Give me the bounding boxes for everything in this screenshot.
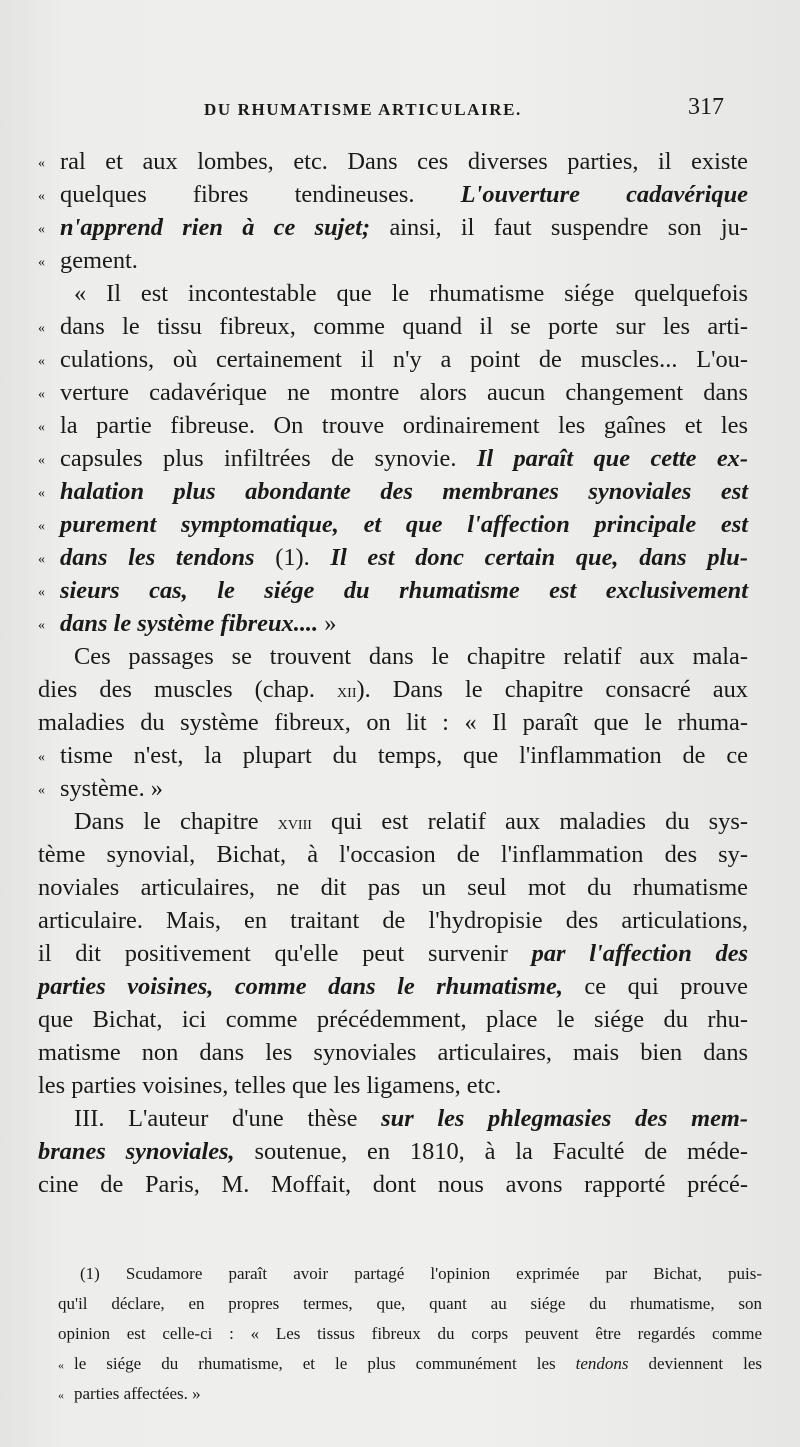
text-segment: tisme n'est, la plupart du temps, que l'inflammation de ce: [60, 742, 748, 769]
text-segment: « Il est incontestable que le rhumatisme siége quelquefois: [74, 280, 748, 307]
text-segment: le siége du rhumatisme, et le plus communément les: [74, 1354, 576, 1373]
text-segment: culations, où certainement il n'y a point de muscles... L'ou-: [60, 346, 748, 373]
text-line: [38, 871, 748, 904]
quote-mark: «: [38, 749, 45, 765]
text-line: [38, 937, 748, 970]
text-line: [38, 739, 748, 772]
footnote-line: [58, 1349, 762, 1379]
quote-mark: «: [58, 1358, 64, 1372]
text-segment: Dans le chapitre: [74, 808, 278, 835]
text-line: [38, 706, 748, 739]
text-line: [38, 970, 748, 1003]
text-line: [38, 310, 748, 343]
text-segment: que Bichat, ici comme précédemment, place le siége du rhu-: [38, 1006, 748, 1033]
text-line: [38, 805, 748, 838]
quote-mark: «: [38, 353, 45, 369]
text-line: [38, 244, 748, 277]
text-line: [38, 640, 748, 673]
quote-mark: «: [38, 485, 45, 501]
text-segment: opinion est celle-ci : « Les tissus fibreux du corps peuvent être regardés comme: [58, 1324, 762, 1343]
text-line: [38, 277, 748, 310]
text-line: [38, 772, 748, 805]
text-segment: ral et aux lombes, etc. Dans ces diverses parties, il existe: [60, 148, 748, 175]
text-line: [38, 178, 748, 211]
text-line: [38, 904, 748, 937]
text-line: [38, 607, 748, 640]
text-line: [38, 409, 748, 442]
footnote-line: [58, 1289, 762, 1319]
italic-text: purement symptomatique, et que l'affection principale est: [60, 511, 748, 538]
quote-mark: «: [38, 419, 45, 435]
footnote-line: [58, 1319, 762, 1349]
quote-mark: «: [38, 551, 45, 567]
text-segment: capsules plus infiltrées de synovie.: [60, 445, 477, 472]
text-segment: xviii: [277, 812, 312, 834]
text-segment: maladies du système fibreux, on lit : « Il paraît que le rhuma-: [38, 709, 748, 736]
text-segment: système. »: [60, 775, 163, 802]
italic-text: par l'affection des: [531, 940, 749, 967]
text-segment: xii: [337, 680, 357, 702]
text-segment: la partie fibreuse. On trouve ordinairement les gaînes et les: [60, 412, 748, 439]
text-line: [38, 343, 748, 376]
text-segment: Ces passages se trouvent dans le chapitre relatif aux mala-: [74, 643, 748, 670]
italic-text: dans le système fibreux....: [60, 610, 319, 637]
quote-mark: «: [38, 584, 45, 600]
quote-mark: «: [38, 254, 45, 270]
text-segment: »: [318, 610, 337, 637]
italic-text: dans les tendons: [60, 544, 255, 571]
text-line: [38, 376, 748, 409]
quote-mark: «: [38, 155, 45, 171]
text-line: [38, 574, 748, 607]
quote-mark: «: [38, 617, 45, 633]
page-number: 317: [688, 94, 724, 120]
quote-mark: «: [38, 221, 45, 237]
text-segment: quelques fibres tendineuses.: [60, 181, 461, 208]
text-segment: cine de Paris, M. Moffait, dont nous avons rapporté précé-: [38, 1171, 748, 1198]
quote-mark: «: [38, 386, 45, 402]
text-line: [38, 145, 748, 178]
italic-text: parties voisines, comme dans le rhumatisme,: [38, 973, 563, 1000]
quote-mark: «: [38, 782, 45, 798]
text-line: [38, 1168, 748, 1201]
quote-mark: «: [38, 188, 45, 204]
text-segment: qu'il déclare, en propres termes, que, quant au siége du rhumatisme, son: [58, 1294, 762, 1313]
text-line: [38, 1102, 748, 1135]
quote-mark: «: [38, 320, 45, 336]
italic-text: Il paraît que cette ex-: [476, 445, 748, 472]
text-line: [38, 541, 748, 574]
italic-text: sieurs cas, le siége du rhumatisme est exclusivement: [60, 577, 748, 604]
text-segment: ainsi, il faut suspendre son ju-: [370, 214, 748, 241]
body-text: [38, 145, 748, 1201]
footnotes: [58, 1259, 762, 1409]
text-segment: matisme non dans les synoviales articulaires, mais bien dans: [38, 1039, 748, 1066]
text-segment: verture cadavérique ne montre alors aucun changement dans: [60, 379, 748, 406]
text-segment: ce qui prouve: [562, 973, 748, 1000]
italic-text: halation plus abondante des membranes synoviales est: [60, 478, 748, 505]
text-line: [38, 442, 748, 475]
text-segment: articulaire. Mais, en traitant de l'hydropisie des articulations,: [38, 907, 748, 934]
italic-text: L'ouverture cadavérique: [460, 181, 748, 208]
italic-text: branes synoviales,: [38, 1138, 235, 1165]
text-line: [38, 673, 748, 706]
italic-text: sur les phlegmasies des mem-: [381, 1105, 749, 1132]
text-segment: parties affectées. »: [74, 1384, 201, 1403]
text-line: [38, 838, 748, 871]
text-segment: les parties voisines, telles que les ligamens, etc.: [38, 1072, 502, 1099]
text-segment: noviales articulaires, ne dit pas un seul mot du rhumatisme: [38, 874, 748, 901]
text-segment: (1).: [254, 544, 331, 571]
text-segment: qui est relatif aux maladies du sys-: [311, 808, 748, 835]
quote-mark: «: [38, 452, 45, 468]
text-line: [38, 1069, 748, 1102]
text-segment: il dit positivement qu'elle peut survenir: [38, 940, 532, 967]
italic-text: tendons: [575, 1354, 629, 1373]
text-segment: soutenue, en 1810, à la Faculté de méde-: [234, 1138, 748, 1165]
text-segment: dies des muscles (chap.: [38, 676, 338, 703]
text-line: [38, 211, 748, 244]
page-header: [60, 94, 728, 128]
text-line: [38, 475, 748, 508]
italic-text: n'apprend rien à ce sujet;: [60, 214, 371, 241]
text-segment: tème synovial, Bichat, à l'occasion de l'inflammation des sy-: [38, 841, 748, 868]
text-segment: dans le tissu fibreux, comme quand il se porte sur les arti-: [60, 313, 748, 340]
text-line: [38, 1135, 748, 1168]
text-line: [38, 508, 748, 541]
running-title: DU RHUMATISME ARTICULAIRE.: [204, 100, 522, 119]
text-segment: (1) Scudamore paraît avoir partagé l'opinion exprimée par Bichat, puis-: [80, 1264, 762, 1283]
text-segment: gement.: [60, 247, 138, 274]
text-segment: deviennent les: [628, 1354, 763, 1373]
text-segment: ). Dans le chapitre consacré aux: [356, 676, 748, 703]
text-line: [38, 1036, 748, 1069]
footnote-line: [58, 1379, 762, 1409]
quote-mark: «: [38, 518, 45, 534]
footnote-line: [58, 1259, 762, 1289]
italic-text: Il est donc certain que, dans plu-: [330, 544, 748, 571]
text-segment: III. L'auteur d'une thèse: [74, 1105, 382, 1132]
quote-mark: «: [58, 1388, 64, 1402]
text-line: [38, 1003, 748, 1036]
